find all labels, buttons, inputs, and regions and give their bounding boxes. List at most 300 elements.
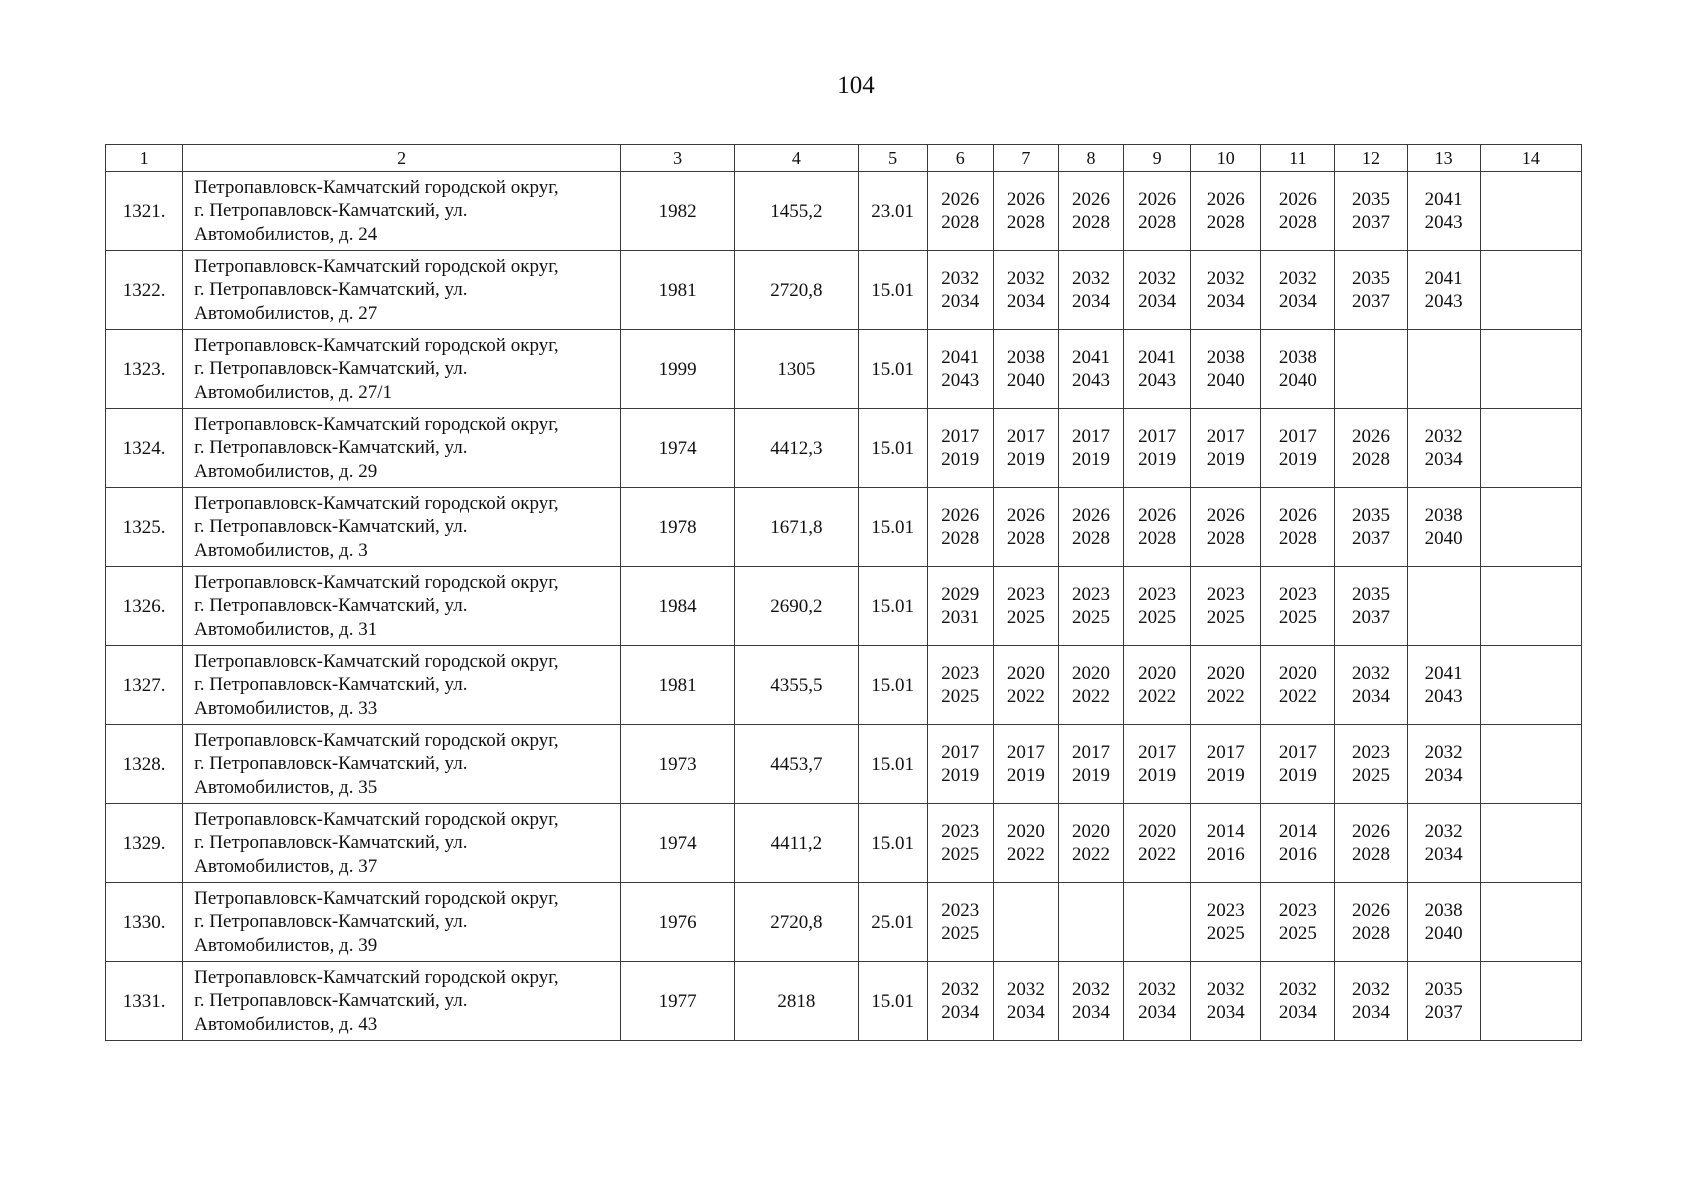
period-start-year: 2023: [941, 821, 980, 842]
period-start-year: 2020: [1138, 821, 1177, 842]
period-start-year: 2023: [941, 900, 980, 921]
period-start-year: 2017: [1138, 426, 1177, 447]
repair-period-cell: [993, 883, 1058, 962]
repair-period-cell: [1335, 567, 1407, 646]
repair-period-cell: [1261, 725, 1335, 804]
notes-cell: [1480, 646, 1581, 725]
period-end-year: 2022: [1138, 686, 1177, 707]
address-line: Автомобилистов, д. 27/1: [194, 381, 392, 403]
period-end-year: 2028: [1206, 528, 1245, 549]
repair-period-cell: [1058, 804, 1123, 883]
period-end-year: 2034: [1351, 686, 1390, 707]
address-line: Автомобилистов, д. 3: [194, 539, 368, 561]
address-line: Автомобилистов, д. 39: [194, 934, 378, 956]
construction-year: 1981: [621, 251, 735, 330]
repair-period-cell: [1124, 804, 1191, 883]
period-end-year: 2028: [1071, 212, 1110, 233]
total-area: 1305: [735, 330, 858, 409]
period-start-year: 2032: [1006, 268, 1045, 289]
period-start-year: 2032: [1424, 426, 1463, 447]
repair-period-cell: [1191, 330, 1261, 409]
repair-period-cell: [993, 409, 1058, 488]
period-start-year: 2017: [1278, 742, 1317, 763]
total-area: 4453,7: [735, 725, 858, 804]
period-start-year: 2032: [1071, 268, 1110, 289]
repair-period-cell: [1407, 646, 1480, 725]
period-start-year: 2020: [1071, 663, 1110, 684]
repair-period-cell: [993, 962, 1058, 1041]
period-end-year: 2034: [1071, 1002, 1110, 1023]
address-cell: [183, 488, 621, 567]
period-start-year: 2032: [1351, 663, 1390, 684]
period-end-year: 2028: [1006, 528, 1045, 549]
repair-period-cell: [1191, 646, 1261, 725]
period-start-year: 2038: [1206, 347, 1245, 368]
period-start-year: 2041: [1424, 663, 1463, 684]
address-line: Петропавловск-Камчатский городской округ,: [194, 808, 559, 830]
repair-period-cell: [1191, 409, 1261, 488]
period-start-year: 2017: [1071, 742, 1110, 763]
address-line: г. Петропавловск-Камчатский, ул.: [194, 279, 468, 301]
period-start-year: 2026: [1138, 505, 1177, 526]
period-end-year: 2043: [1424, 686, 1463, 707]
period-end-year: 2034: [1006, 291, 1045, 312]
code-value: 15.01: [858, 251, 927, 330]
repair-period-cell: [993, 725, 1058, 804]
repair-period-cell: [1058, 646, 1123, 725]
period-end-year: 2028: [1351, 449, 1390, 470]
construction-year: 1976: [621, 883, 735, 962]
period-end-year: 2019: [1278, 765, 1317, 786]
address-cell: [183, 883, 621, 962]
repair-period-cell: [993, 172, 1058, 251]
row-number: 1321.: [106, 172, 183, 251]
period-start-year: 2035: [1424, 979, 1463, 1000]
repair-period-cell: [1335, 409, 1407, 488]
code-value: 15.01: [858, 962, 927, 1041]
code-value: 15.01: [858, 567, 927, 646]
total-area: 2720,8: [735, 251, 858, 330]
period-start-year: 2032: [1138, 979, 1177, 1000]
repair-period-cell: [927, 172, 993, 251]
period-start-year: 2020: [1006, 821, 1045, 842]
period-end-year: 2040: [1424, 923, 1463, 944]
repair-period-cell: [1335, 883, 1407, 962]
repair-period-cell: [1335, 646, 1407, 725]
row-number: 1327.: [106, 646, 183, 725]
period-start-year: 2023: [941, 663, 980, 684]
period-start-year: 2035: [1351, 189, 1390, 210]
address-line: г. Петропавловск-Камчатский, ул.: [194, 595, 468, 617]
table-row: [106, 488, 1582, 567]
address-line: Петропавловск-Камчатский городской округ,: [194, 176, 559, 198]
period-start-year: 2023: [1351, 742, 1390, 763]
repair-period-cell: [1335, 330, 1407, 409]
code-value: 15.01: [858, 725, 927, 804]
row-number: 1324.: [106, 409, 183, 488]
period-start-year: 2023: [1278, 584, 1317, 605]
period-start-year: 2020: [1138, 663, 1177, 684]
period-start-year: 2032: [1206, 979, 1245, 1000]
period-end-year: 2043: [1424, 212, 1463, 233]
period-start-year: 2032: [1278, 979, 1317, 1000]
repair-period-cell: [927, 725, 993, 804]
address-cell: [183, 725, 621, 804]
period-end-year: 2028: [1071, 528, 1110, 549]
repair-period-cell: [1058, 330, 1123, 409]
period-start-year: 2017: [941, 426, 980, 447]
repair-period-cell: [993, 804, 1058, 883]
repair-period-cell: [1335, 962, 1407, 1041]
period-start-year: 2032: [1351, 979, 1390, 1000]
column-header: 11: [1261, 145, 1335, 172]
row-number: 1328.: [106, 725, 183, 804]
repair-period-cell: [993, 567, 1058, 646]
period-end-year: 2043: [941, 370, 980, 391]
row-number: 1330.: [106, 883, 183, 962]
address-line: Автомобилистов, д. 35: [194, 776, 378, 798]
repair-period-cell: [1407, 330, 1480, 409]
period-end-year: 2040: [1278, 370, 1317, 391]
repair-period-cell: [1124, 330, 1191, 409]
repair-period-cell: [1261, 409, 1335, 488]
repair-period-cell: [993, 488, 1058, 567]
repair-period-cell: [927, 962, 993, 1041]
total-area: 2818: [735, 962, 858, 1041]
period-start-year: 2026: [941, 189, 980, 210]
repair-period-cell: [1261, 962, 1335, 1041]
period-start-year: 2026: [1278, 189, 1317, 210]
period-start-year: 2038: [1424, 900, 1463, 921]
repair-period-cell: [1124, 725, 1191, 804]
period-end-year: 2034: [1071, 291, 1110, 312]
period-end-year: 2019: [1071, 765, 1110, 786]
construction-year: 1982: [621, 172, 735, 251]
period-end-year: 2034: [1138, 1002, 1177, 1023]
table-row: [106, 962, 1582, 1041]
construction-year: 1984: [621, 567, 735, 646]
notes-cell: [1480, 804, 1581, 883]
construction-year: 1978: [621, 488, 735, 567]
period-start-year: 2014: [1278, 821, 1317, 842]
period-end-year: 2019: [1206, 449, 1245, 470]
period-end-year: 2037: [1351, 607, 1390, 628]
period-start-year: 2017: [1278, 426, 1317, 447]
period-start-year: 2038: [1278, 347, 1317, 368]
code-value: 15.01: [858, 330, 927, 409]
column-header: 14: [1480, 145, 1581, 172]
repair-period-cell: [927, 804, 993, 883]
repair-period-cell: [1124, 567, 1191, 646]
table-body: [106, 145, 1582, 1041]
address-line: Петропавловск-Камчатский городской округ,: [194, 413, 559, 435]
column-header: 6: [927, 145, 993, 172]
address-line: Автомобилистов, д. 29: [194, 460, 378, 482]
period-end-year: 2037: [1351, 291, 1390, 312]
period-start-year: 2032: [941, 979, 980, 1000]
period-start-year: 2038: [1006, 347, 1045, 368]
repair-period-cell: [1407, 567, 1480, 646]
period-end-year: 2022: [1206, 686, 1245, 707]
period-start-year: 2020: [1071, 821, 1110, 842]
period-end-year: 2025: [1206, 923, 1245, 944]
address-line: г. Петропавловск-Камчатский, ул.: [194, 200, 468, 222]
column-header: 4: [735, 145, 858, 172]
period-end-year: 2028: [941, 212, 980, 233]
construction-year: 1973: [621, 725, 735, 804]
period-start-year: 2026: [1206, 505, 1245, 526]
repair-period-cell: [1407, 488, 1480, 567]
repair-period-cell: [927, 409, 993, 488]
row-number: 1322.: [106, 251, 183, 330]
address-line: г. Петропавловск-Камчатский, ул.: [194, 437, 468, 459]
column-number-header-row: [106, 145, 1582, 172]
period-start-year: 2026: [1071, 189, 1110, 210]
address-line: Петропавловск-Камчатский городской округ,: [194, 334, 559, 356]
period-start-year: 2029: [941, 584, 980, 605]
period-end-year: 2019: [1138, 449, 1177, 470]
period-start-year: 2035: [1351, 505, 1390, 526]
period-end-year: 2034: [1206, 291, 1245, 312]
column-header: 3: [621, 145, 735, 172]
period-end-year: 2028: [1278, 212, 1317, 233]
row-number: 1326.: [106, 567, 183, 646]
address-cell: [183, 567, 621, 646]
address-cell: [183, 330, 621, 409]
repair-period-cell: [1407, 962, 1480, 1041]
period-end-year: 2034: [1138, 291, 1177, 312]
period-end-year: 2034: [941, 1002, 980, 1023]
repair-period-cell: [1058, 172, 1123, 251]
period-start-year: 2020: [1206, 663, 1245, 684]
period-start-year: 2026: [1138, 189, 1177, 210]
period-start-year: 2041: [1424, 189, 1463, 210]
period-end-year: 2028: [1006, 212, 1045, 233]
construction-year: 1999: [621, 330, 735, 409]
total-area: 2720,8: [735, 883, 858, 962]
period-end-year: 2025: [1351, 765, 1390, 786]
period-end-year: 2034: [1006, 1002, 1045, 1023]
address-line: Петропавловск-Камчатский городской округ,: [194, 571, 559, 593]
repair-period-cell: [993, 330, 1058, 409]
table-row: [106, 883, 1582, 962]
code-value: 15.01: [858, 646, 927, 725]
total-area: 1455,2: [735, 172, 858, 251]
period-start-year: 2017: [1071, 426, 1110, 447]
period-end-year: 2022: [1006, 686, 1045, 707]
address-line: Петропавловск-Камчатский городской округ,: [194, 255, 559, 277]
construction-year: 1981: [621, 646, 735, 725]
repair-period-cell: [1124, 409, 1191, 488]
period-start-year: 2017: [1006, 426, 1045, 447]
period-end-year: 2028: [1206, 212, 1245, 233]
period-end-year: 2025: [941, 923, 980, 944]
row-number: 1325.: [106, 488, 183, 567]
period-end-year: 2019: [1006, 449, 1045, 470]
period-end-year: 2019: [1278, 449, 1317, 470]
period-start-year: 2026: [1278, 505, 1317, 526]
period-end-year: 2034: [1278, 1002, 1317, 1023]
period-start-year: 2017: [1206, 426, 1245, 447]
period-end-year: 2019: [1206, 765, 1245, 786]
repair-period-cell: [1335, 172, 1407, 251]
total-area: 4411,2: [735, 804, 858, 883]
period-start-year: 2017: [1138, 742, 1177, 763]
address-line: г. Петропавловск-Камчатский, ул.: [194, 990, 468, 1012]
repair-period-cell: [1407, 251, 1480, 330]
period-end-year: 2019: [1071, 449, 1110, 470]
period-end-year: 2043: [1138, 370, 1177, 391]
period-end-year: 2028: [941, 528, 980, 549]
notes-cell: [1480, 883, 1581, 962]
period-end-year: 2019: [941, 449, 980, 470]
period-end-year: 2028: [1351, 923, 1390, 944]
period-end-year: 2016: [1278, 844, 1317, 865]
period-start-year: 2032: [1006, 979, 1045, 1000]
repair-period-cell: [993, 646, 1058, 725]
notes-cell: [1480, 725, 1581, 804]
period-end-year: 2022: [1278, 686, 1317, 707]
period-end-year: 2040: [1206, 370, 1245, 391]
column-header: 2: [183, 145, 621, 172]
address-line: Петропавловск-Камчатский городской округ,: [194, 492, 559, 514]
repair-period-cell: [1407, 409, 1480, 488]
period-end-year: 2034: [1424, 449, 1463, 470]
table-row: [106, 409, 1582, 488]
address-line: Автомобилистов, д. 33: [194, 697, 378, 719]
repair-period-cell: [1058, 409, 1123, 488]
code-value: 25.01: [858, 883, 927, 962]
repair-period-cell: [1191, 567, 1261, 646]
address-cell: [183, 251, 621, 330]
repair-period-cell: [1191, 172, 1261, 251]
address-cell: [183, 962, 621, 1041]
repair-period-cell: [1261, 488, 1335, 567]
repair-period-cell: [1335, 725, 1407, 804]
address-line: Автомобилистов, д. 43: [194, 1013, 378, 1035]
period-start-year: 2032: [1424, 742, 1463, 763]
period-start-year: 2032: [1424, 821, 1463, 842]
period-end-year: 2025: [941, 686, 980, 707]
period-end-year: 2025: [1006, 607, 1045, 628]
address-line: Петропавловск-Камчатский городской округ,: [194, 887, 559, 909]
repair-period-cell: [1261, 330, 1335, 409]
period-start-year: 2041: [1424, 268, 1463, 289]
period-start-year: 2026: [1351, 426, 1390, 447]
period-start-year: 2023: [1278, 900, 1317, 921]
column-header: 13: [1407, 145, 1480, 172]
period-start-year: 2026: [1006, 505, 1045, 526]
period-start-year: 2026: [1071, 505, 1110, 526]
period-start-year: 2041: [1138, 347, 1177, 368]
repair-period-cell: [1058, 725, 1123, 804]
period-end-year: 2028: [1138, 528, 1177, 549]
total-area: 4355,5: [735, 646, 858, 725]
total-area: 4412,3: [735, 409, 858, 488]
period-start-year: 2035: [1351, 584, 1390, 605]
repair-period-cell: [1261, 804, 1335, 883]
notes-cell: [1480, 330, 1581, 409]
period-start-year: 2014: [1206, 821, 1245, 842]
period-end-year: 2025: [1278, 607, 1317, 628]
table-row: [106, 804, 1582, 883]
table-row: [106, 251, 1582, 330]
period-end-year: 2034: [1278, 291, 1317, 312]
repair-period-cell: [1058, 883, 1123, 962]
repair-period-cell: [1191, 725, 1261, 804]
period-end-year: 2028: [1278, 528, 1317, 549]
period-start-year: 2017: [1006, 742, 1045, 763]
repair-period-cell: [1335, 804, 1407, 883]
address-line: г. Петропавловск-Камчатский, ул.: [194, 674, 468, 696]
column-header: 1: [106, 145, 183, 172]
repair-period-cell: [927, 251, 993, 330]
period-end-year: 2025: [1138, 607, 1177, 628]
table-row: [106, 567, 1582, 646]
period-end-year: 2037: [1351, 528, 1390, 549]
period-start-year: 2026: [1351, 900, 1390, 921]
address-line: г. Петропавловск-Камчатский, ул.: [194, 516, 468, 538]
address-line: г. Петропавловск-Камчатский, ул.: [194, 753, 468, 775]
period-end-year: 2022: [1138, 844, 1177, 865]
period-start-year: 2032: [1278, 268, 1317, 289]
address-line: Петропавловск-Камчатский городской округ,: [194, 729, 559, 751]
period-end-year: 2025: [941, 844, 980, 865]
repair-period-cell: [1191, 962, 1261, 1041]
column-header: 5: [858, 145, 927, 172]
period-start-year: 2020: [1278, 663, 1317, 684]
period-end-year: 2034: [1206, 1002, 1245, 1023]
address-line: Петропавловск-Камчатский городской округ,: [194, 966, 559, 988]
repair-period-cell: [1058, 567, 1123, 646]
repair-period-cell: [1124, 251, 1191, 330]
period-end-year: 2016: [1206, 844, 1245, 865]
repair-period-cell: [1261, 567, 1335, 646]
repair-period-cell: [1261, 646, 1335, 725]
period-start-year: 2026: [1206, 189, 1245, 210]
row-number: 1329.: [106, 804, 183, 883]
table-row: [106, 646, 1582, 725]
code-value: 15.01: [858, 488, 927, 567]
period-start-year: 2017: [941, 742, 980, 763]
construction-year: 1974: [621, 804, 735, 883]
period-start-year: 2041: [941, 347, 980, 368]
repair-period-cell: [1058, 488, 1123, 567]
address-cell: [183, 804, 621, 883]
column-header: 12: [1335, 145, 1407, 172]
repair-period-cell: [927, 883, 993, 962]
notes-cell: [1480, 488, 1581, 567]
row-number: 1323.: [106, 330, 183, 409]
period-start-year: 2032: [941, 268, 980, 289]
period-end-year: 2043: [1424, 291, 1463, 312]
period-end-year: 2040: [1424, 528, 1463, 549]
address-line: Автомобилистов, д. 27: [194, 302, 378, 324]
period-start-year: 2038: [1424, 505, 1463, 526]
repair-period-cell: [993, 251, 1058, 330]
repair-period-cell: [1191, 883, 1261, 962]
code-value: 23.01: [858, 172, 927, 251]
repair-period-cell: [1058, 962, 1123, 1041]
repair-period-cell: [927, 646, 993, 725]
period-end-year: 2022: [1006, 844, 1045, 865]
address-line: Автомобилистов, д. 31: [194, 618, 378, 640]
period-end-year: 2025: [1278, 923, 1317, 944]
repair-period-cell: [1261, 172, 1335, 251]
period-end-year: 2037: [1351, 212, 1390, 233]
period-end-year: 2043: [1071, 370, 1110, 391]
repair-period-cell: [1261, 883, 1335, 962]
